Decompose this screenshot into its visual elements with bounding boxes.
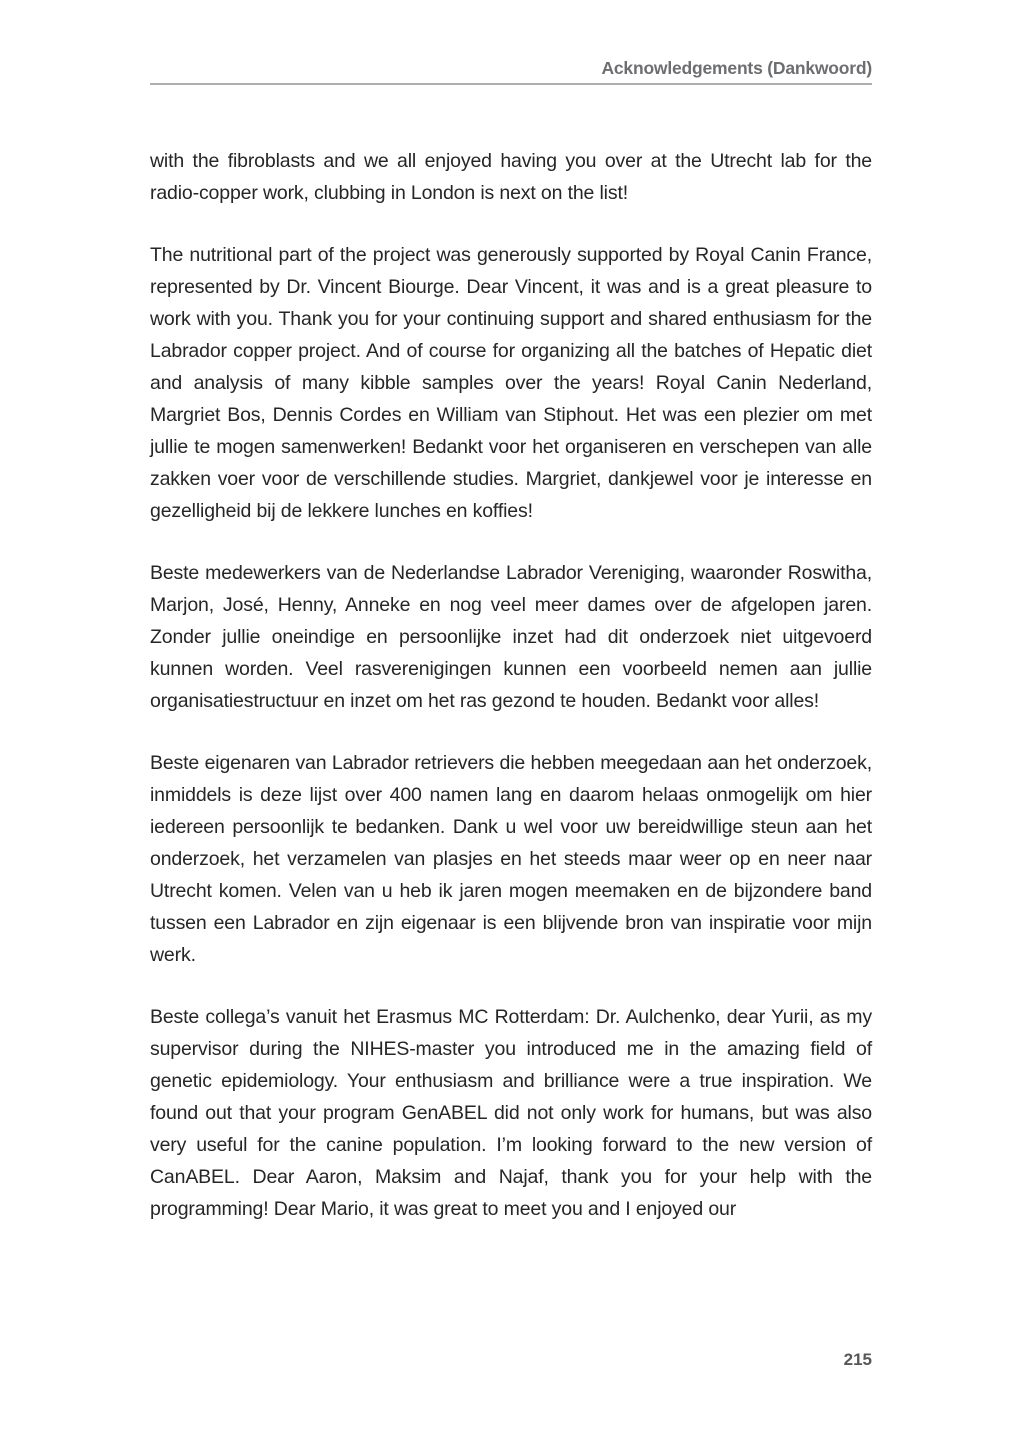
paragraph-labrador-eigenaren: Beste eigenaren van Labrador retrievers die hebben meegedaan aan het onderzoek, inmiddels is deze lijst over 400 namen lang en daarom helaas onmogelijk om hier iedereen persoonlijk te bedanken. Dank u wel voor uw bereidwillige steun aan het onderzoek, het verzamelen van plasjes en het steeds maar weer op en neer naar Utrecht komen. Velen van u heb ik jaren mogen meemaken en de bijzondere band tussen een Labrador en zijn eigenaar is een blijvende bron van inspiratie voor mijn werk. xyxy=(150,752,872,966)
paragraph-erasmus-mc: Beste collega’s vanuit het Erasmus MC Rotterdam: Dr. Aulchenko, dear Yurii, as my supervisor during the NIHES-master you introduced me in the amazing field of genetic epidemiology. Your enthusiasm and brilliance were a true inspiration. We found out that your program GenABEL did not only work for humans, but was also very useful for the canine population. I’m looking forward to the new version of CanABEL. Dear Aaron, Maksim and Najaf, thank you for your help with the programming! Dear Mario, it was great to meet you and I enjoyed our xyxy=(150,1006,872,1220)
running-header-title: Acknowledgements (Dankwoord) xyxy=(601,58,872,78)
running-header xyxy=(150,58,872,85)
page-number: 215 xyxy=(843,1350,872,1369)
paragraph-labrador-vereniging: Beste medewerkers van de Nederlandse Labrador Vereniging, waaronder Roswitha, Marjon, José, Henny, Anneke en nog veel meer dames over de afgelopen jaren. Zonder jullie oneindige en persoonlijke inzet had dit onderzoek niet uitgevoerd kunnen worden. Veel rasverenigingen kunnen een voorbeeld nemen aan jullie organisatiestructuur en inzet om het ras gezond te houden. Bedankt voor alles! xyxy=(150,562,872,712)
acknowledgements-text xyxy=(150,145,872,1255)
paragraph-royal-canin: The nutritional part of the project was generously supported by Royal Canin France, represented by Dr. Vincent Biourge. Dear Vincent, it was and is a great pleasure to work with you. Thank you for your continuing support and shared enthusiasm for the Labrador copper project. And of course for organizing all the batches of Hepatic diet and analysis of many kibble samples over the years! Royal Canin Nederland, Margriet Bos, Dennis Cordes en William van Stiphout. Het was een plezier om met jullie te mogen samenwerken! Bedankt voor het organiseren en verschepen van alle zakken voer voor de verschillende studies. Margriet, dankjewel voor je interesse en gezelligheid bij de lekkere lunches en koffies! xyxy=(150,244,872,522)
paragraph-fibroblasts: with the fibroblasts and we all enjoyed having you over at the Utrecht lab for the radio-copper work, clubbing in London is next on the list! xyxy=(150,150,872,204)
